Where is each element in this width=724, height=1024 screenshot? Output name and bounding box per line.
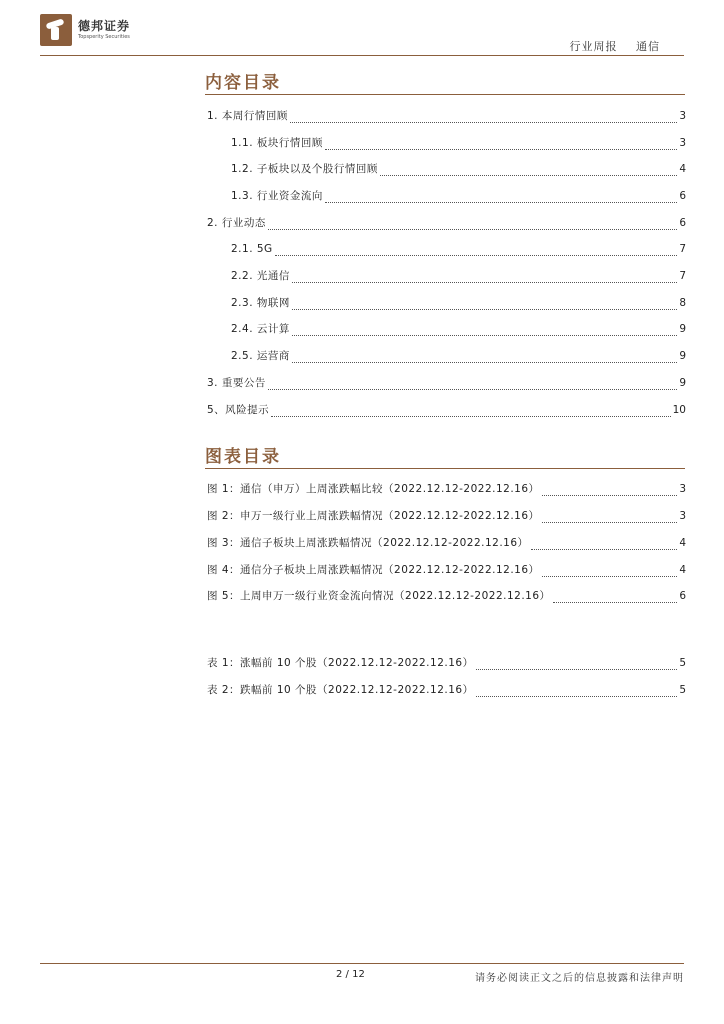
toc-item[interactable]: [231, 242, 686, 256]
toc-leader: [542, 566, 678, 577]
toc-leader: [292, 325, 677, 336]
toc-item[interactable]: [207, 216, 686, 230]
toc-item-page: 7: [679, 270, 686, 282]
toc-item-label: 2.3. 物联网: [231, 297, 290, 309]
toc-leader: [542, 485, 678, 496]
toc-leader: [325, 139, 677, 150]
toc-item-label: 1.2. 子板块以及个股行情回顾: [231, 163, 378, 175]
figures-title-divider: [205, 468, 685, 469]
toc-leader: [476, 659, 678, 670]
header-divider: [40, 55, 684, 56]
figures-title: 图表目录: [205, 447, 281, 467]
toc-leader: [268, 379, 677, 390]
toc-item-page: 6: [679, 217, 686, 229]
table-item[interactable]: [207, 656, 686, 670]
toc-item[interactable]: [231, 349, 686, 363]
toc-leader: [292, 272, 677, 283]
figure-item-page: 4: [679, 564, 686, 576]
toc-item-page: 9: [679, 350, 686, 362]
report-sector: 通信: [636, 40, 660, 53]
figure-item[interactable]: [207, 482, 686, 496]
toc-leader: [271, 406, 670, 417]
toc-item[interactable]: [231, 322, 686, 336]
toc-item[interactable]: [207, 109, 686, 123]
toc-item-label: 2.2. 光通信: [231, 270, 290, 282]
logo-name-en: Topsperity Securities: [78, 34, 130, 40]
toc-item-label: 5、风险提示: [207, 404, 270, 416]
table-item-page: 5: [679, 657, 686, 669]
toc-item-page: 8: [679, 297, 686, 309]
toc-leader: [268, 219, 677, 230]
figure-item-label: 图 4：通信分子板块上周涨跌幅情况（2022.12.12-2022.12.16）: [207, 564, 540, 576]
toc-item-page: 3: [679, 110, 686, 122]
figure-item-label: 图 2：申万一级行业上周涨跌幅情况（2022.12.12-2022.12.16）: [207, 510, 540, 522]
report-type: [570, 38, 661, 54]
toc-item[interactable]: [231, 136, 686, 150]
figure-item[interactable]: [207, 563, 686, 577]
toc-item-label: 1.3. 行业资金流向: [231, 190, 323, 202]
toc-item-label: 2.1. 5G: [231, 243, 273, 255]
toc-leader: [553, 592, 678, 603]
figure-item-page: 6: [679, 590, 686, 602]
figure-item[interactable]: [207, 509, 686, 523]
logo-mark-icon: [40, 14, 72, 46]
toc-item[interactable]: [231, 162, 686, 176]
toc-item-label: 2. 行业动态: [207, 217, 266, 229]
toc-title: 内容目录: [205, 73, 281, 93]
toc-item-label: 1.1. 板块行情回顾: [231, 137, 323, 149]
toc-item-page: 10: [672, 404, 686, 416]
toc-leader: [275, 245, 678, 256]
toc-item-page: 3: [679, 137, 686, 149]
toc-item[interactable]: [231, 296, 686, 310]
figure-item-page: 3: [679, 483, 686, 495]
footer-divider: [40, 963, 684, 964]
toc-item[interactable]: [231, 269, 686, 283]
report-category: 行业周报: [569, 40, 618, 53]
disclaimer-note: 请务必阅读正文之后的信息披露和法律声明: [475, 973, 684, 984]
toc-item-label: 2.5. 运营商: [231, 350, 290, 362]
logo-name-cn: 德邦证券: [78, 19, 131, 33]
toc-item-page: 9: [679, 323, 686, 335]
figure-item-page: 3: [679, 510, 686, 522]
figure-item-label: 图 3：通信子板块上周涨跌幅情况（2022.12.12-2022.12.16）: [207, 537, 529, 549]
toc-item-page: 6: [679, 190, 686, 202]
table-item-label: 表 2：跌幅前 10 个股（2022.12.12-2022.12.16）: [207, 684, 474, 696]
toc-title-divider: [205, 94, 685, 95]
figure-item[interactable]: [207, 536, 686, 550]
figure-item[interactable]: [207, 589, 686, 603]
toc-item[interactable]: [207, 403, 686, 417]
toc-leader: [292, 352, 677, 363]
toc-leader: [380, 165, 677, 176]
toc-item-label: 2.4. 云计算: [231, 323, 290, 335]
company-logo: [40, 14, 150, 46]
toc-leader: [325, 192, 677, 203]
page-header: [0, 0, 724, 62]
table-item-page: 5: [679, 684, 686, 696]
figure-item-label: 图 1：通信（申万）上周涨跌幅比较（2022.12.12-2022.12.16）: [207, 483, 540, 495]
toc-item-page: 9: [679, 377, 686, 389]
toc-item[interactable]: [231, 189, 686, 203]
toc-leader: [290, 112, 677, 123]
figure-item-label: 图 5：上周申万一级行业资金流向情况（2022.12.12-2022.12.16）: [207, 590, 551, 602]
figure-item-page: 4: [679, 537, 686, 549]
toc-item-label: 1. 本周行情回顾: [207, 110, 288, 122]
toc-item-label: 3. 重要公告: [207, 377, 266, 389]
page-number: 2 / 12: [336, 969, 365, 980]
toc-item-page: 7: [679, 243, 686, 255]
toc-leader: [292, 299, 677, 310]
toc-leader: [476, 686, 678, 697]
toc-item[interactable]: [207, 376, 686, 390]
toc-leader: [531, 539, 678, 550]
table-item[interactable]: [207, 683, 686, 697]
table-item-label: 表 1：涨幅前 10 个股（2022.12.12-2022.12.16）: [207, 657, 474, 669]
toc-item-page: 4: [679, 163, 686, 175]
toc-leader: [542, 512, 678, 523]
